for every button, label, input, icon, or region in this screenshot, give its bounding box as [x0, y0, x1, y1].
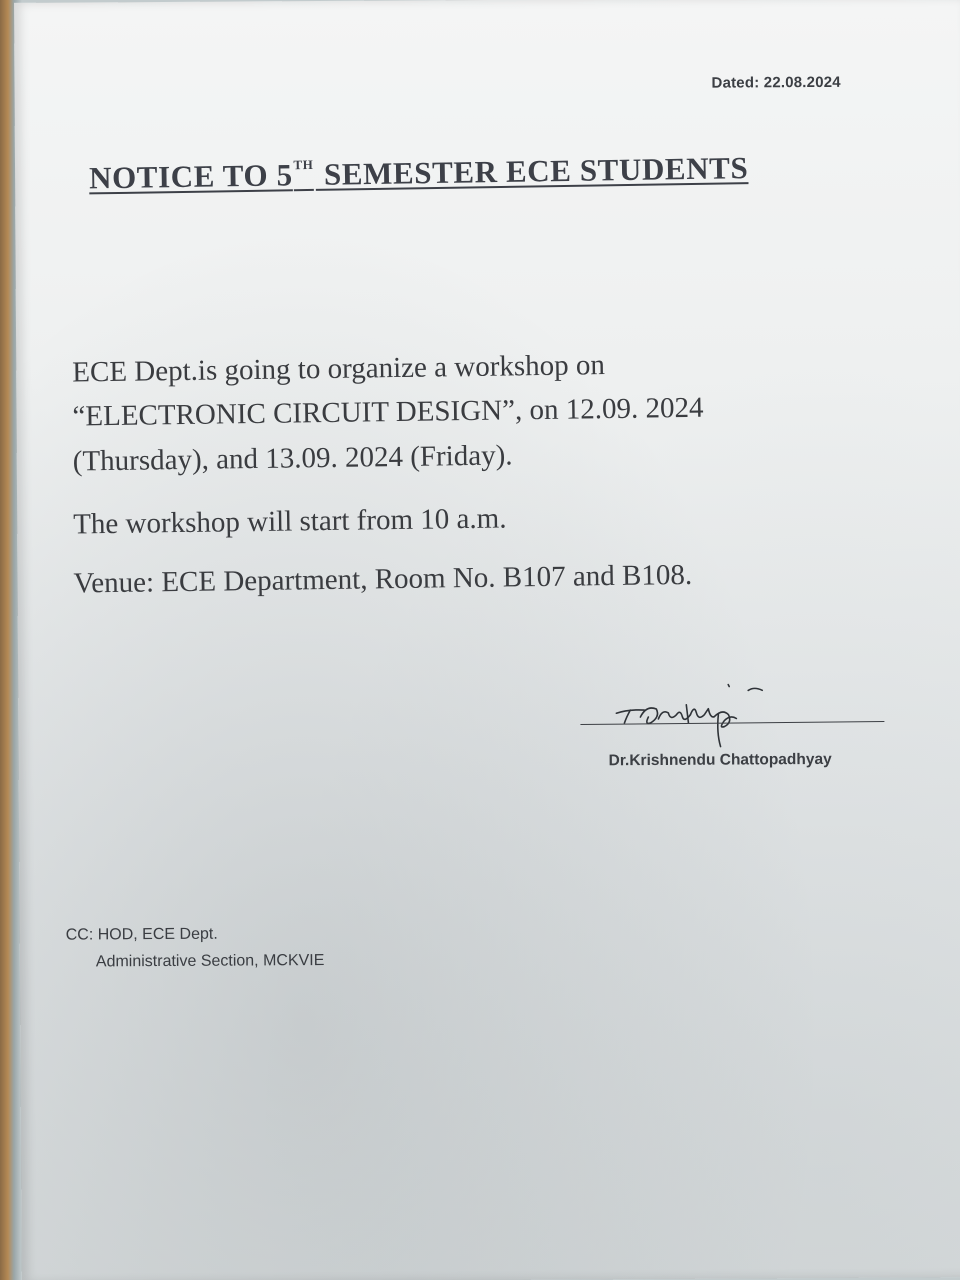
heading-part-2: SEMESTER ECE STUDENTS — [315, 150, 749, 192]
signatory-name: Dr.Krishnendu Chattopadhyay — [608, 750, 832, 770]
cc-line-2: Administrative Section, MCKVIE — [95, 952, 325, 971]
notice-paper — [14, 0, 960, 1280]
body-line-5: Venue: ECE Department, Room No. B107 and B108. — [73, 558, 693, 600]
body-line-1: ECE Dept.is going to organize a workshop on — [72, 349, 606, 389]
notice-heading — [89, 150, 749, 196]
handwritten-signature — [578, 678, 898, 760]
cc-line-1: CC: HOD, ECE Dept. — [65, 925, 218, 944]
body-line-4: The workshop will start from 10 a.m. — [72, 502, 507, 541]
body-line-3: (Thursday), and 13.09. 2024 (Friday). — [72, 439, 513, 478]
notice-date: Dated: 22.08.2024 — [711, 73, 841, 92]
body-line-2: “ELECTRONIC CIRCUIT DESIGN”, on 12.09. 2024 — [72, 391, 704, 433]
heading-part-1: NOTICE TO 5 — [88, 157, 293, 196]
heading-superscript: TH — [293, 156, 314, 173]
